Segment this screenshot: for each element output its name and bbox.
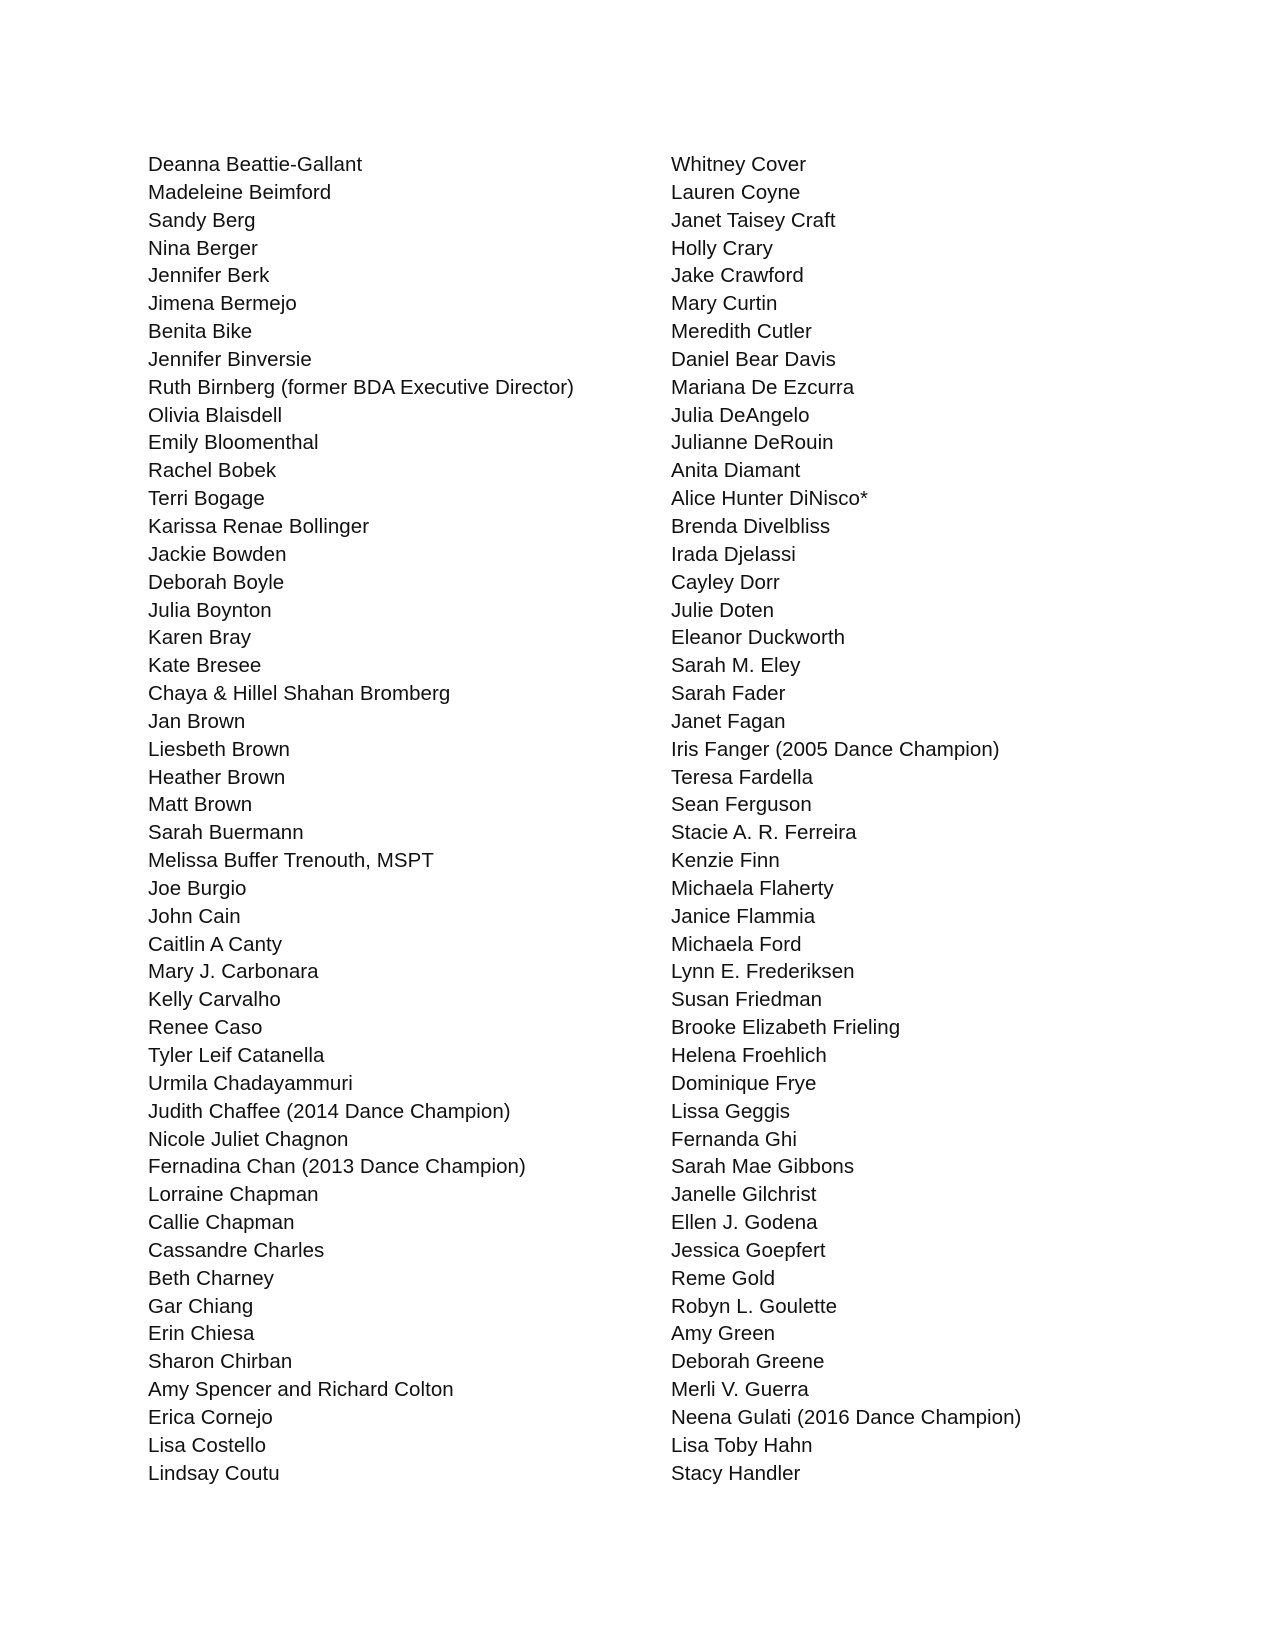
list-item: Jessica Goepfert [671,1238,826,1262]
list-item: Jackie Bowden [148,542,287,566]
list-item: Madeleine Beimford [148,180,332,204]
list-item: Lindsay Coutu [148,1461,280,1485]
list-item: Emily Bloomenthal [148,431,319,455]
list-item: Sharon Chirban [148,1350,293,1374]
list-item: Anita Diamant [671,459,801,483]
list-item: Alice Hunter DiNisco* [671,487,869,511]
left-name-column [148,151,648,1488]
list-item: Ellen J. Godena [671,1211,818,1235]
list-item: Gar Chiang [148,1294,254,1318]
list-item: Stacy Handler [671,1461,801,1485]
list-item: Janelle Gilchrist [671,1183,817,1207]
list-item: Michaela Flaherty [671,876,834,900]
list-item: Janet Fagan [671,709,786,733]
list-item: Erin Chiesa [148,1322,255,1346]
list-item: Lynn E. Frederiksen [671,960,855,984]
list-item: Teresa Fardella [671,765,814,789]
list-item: Renee Caso [148,1016,263,1040]
list-item: Susan Friedman [671,988,823,1012]
list-item: Jennifer Berk [148,264,270,288]
list-item: Robyn L. Goulette [671,1294,838,1318]
list-item: Ruth Birnberg (former BDA Executive Director) [148,375,575,399]
list-item: Jan Brown [148,709,246,733]
list-item: Karen Bray [148,626,252,650]
list-item: Jennifer Binversie [148,347,312,371]
list-item: Lorraine Chapman [148,1183,319,1207]
list-item: Fernadina Chan (2013 Dance Champion) [148,1155,526,1179]
list-item: Tyler Leif Catanella [148,1044,325,1067]
list-item: Erica Cornejo [148,1405,273,1429]
list-item: Joe Burgio [148,876,247,900]
list-item: Jake Crawford [671,264,804,288]
list-item: Lisa Costello [148,1433,267,1457]
list-item: Kelly Carvalho [148,988,281,1012]
list-item: Mary J. Carbonara [148,960,319,984]
list-item: Holly Crary [671,236,773,260]
list-item: Olivia Blaisdell [148,403,283,427]
list-item: Liesbeth Brown [148,737,291,761]
list-item: Helena Froehlich [671,1044,827,1067]
list-item: Brooke Elizabeth Frieling [671,1016,901,1040]
list-item: Callie Chapman [148,1211,295,1235]
list-item: Melissa Buffer Trenouth, MSPT [148,849,434,873]
list-item: Deanna Beattie-Gallant [148,153,363,176]
list-item: Amy Green [671,1322,776,1346]
list-item: Daniel Bear Davis [671,347,836,371]
list-item: Mary Curtin [671,292,778,316]
list-item: Rachel Bobek [148,459,277,483]
list-item: Janice Flammia [671,904,816,928]
list-item: Cassandre Charles [148,1238,325,1262]
list-item: Lissa Geggis [671,1099,791,1123]
list-item: Lauren Coyne [671,180,801,204]
list-item: Sean Ferguson [671,793,812,817]
list-item: Lisa Toby Hahn [671,1433,813,1457]
list-item: Nicole Juliet Chagnon [148,1127,349,1151]
list-item: Karissa Renae Bollinger [148,514,370,538]
list-item: Stacie A. R. Ferreira [671,821,857,845]
list-item: Fernanda Ghi [671,1127,797,1151]
list-item: Beth Charney [148,1266,274,1290]
list-item: Jimena Bermejo [148,292,297,316]
list-item: Sarah Fader [671,682,786,706]
list-item: Dominique Frye [671,1071,817,1095]
list-item: Caitlin A Canty [148,932,283,956]
list-item: John Cain [148,904,241,928]
list-item: Deborah Greene [671,1350,825,1374]
list-item: Mariana De Ezcurra [671,375,855,399]
list-item: Sandy Berg [148,208,256,232]
list-item: Michaela Ford [671,932,802,956]
list-item: Janet Taisey Craft [671,208,836,232]
list-item: Sarah Mae Gibbons [671,1155,855,1179]
list-item: Eleanor Duckworth [671,626,846,650]
list-item: Amy Spencer and Richard Colton [148,1378,454,1402]
right-name-column [671,151,1191,1488]
list-item: Julia Boynton [148,598,272,622]
list-item: Cayley Dorr [671,570,780,594]
list-item: Benita Bike [148,320,253,344]
list-item: Julianne DeRouin [671,431,834,455]
list-item: Meredith Cutler [671,320,812,344]
list-item: Julia DeAngelo [671,403,810,427]
list-item: Kate Bresee [148,654,262,678]
list-item: Merli V. Guerra [671,1378,809,1402]
list-item: Sarah M. Eley [671,654,801,678]
list-item: Urmila Chadayammuri [148,1071,353,1095]
list-item: Iris Fanger (2005 Dance Champion) [671,737,1000,761]
list-item: Judith Chaffee (2014 Dance Champion) [148,1099,511,1123]
list-item: Brenda Divelbliss [671,514,831,538]
list-item: Matt Brown [148,793,253,817]
list-item: Terri Bogage [148,487,265,511]
list-item: Neena Gulati (2016 Dance Champion) [671,1405,1022,1429]
list-item: Nina Berger [148,236,258,260]
list-item: Chaya & Hillel Shahan Bromberg [148,682,451,706]
list-item: Sarah Buermann [148,821,304,845]
list-item: Reme Gold [671,1266,776,1290]
list-item: Heather Brown [148,765,286,789]
list-item: Whitney Cover [671,153,807,176]
list-item: Deborah Boyle [148,570,285,594]
list-item: Kenzie Finn [671,849,780,873]
list-item: Julie Doten [671,598,775,622]
list-item: Irada Djelassi [671,542,796,566]
